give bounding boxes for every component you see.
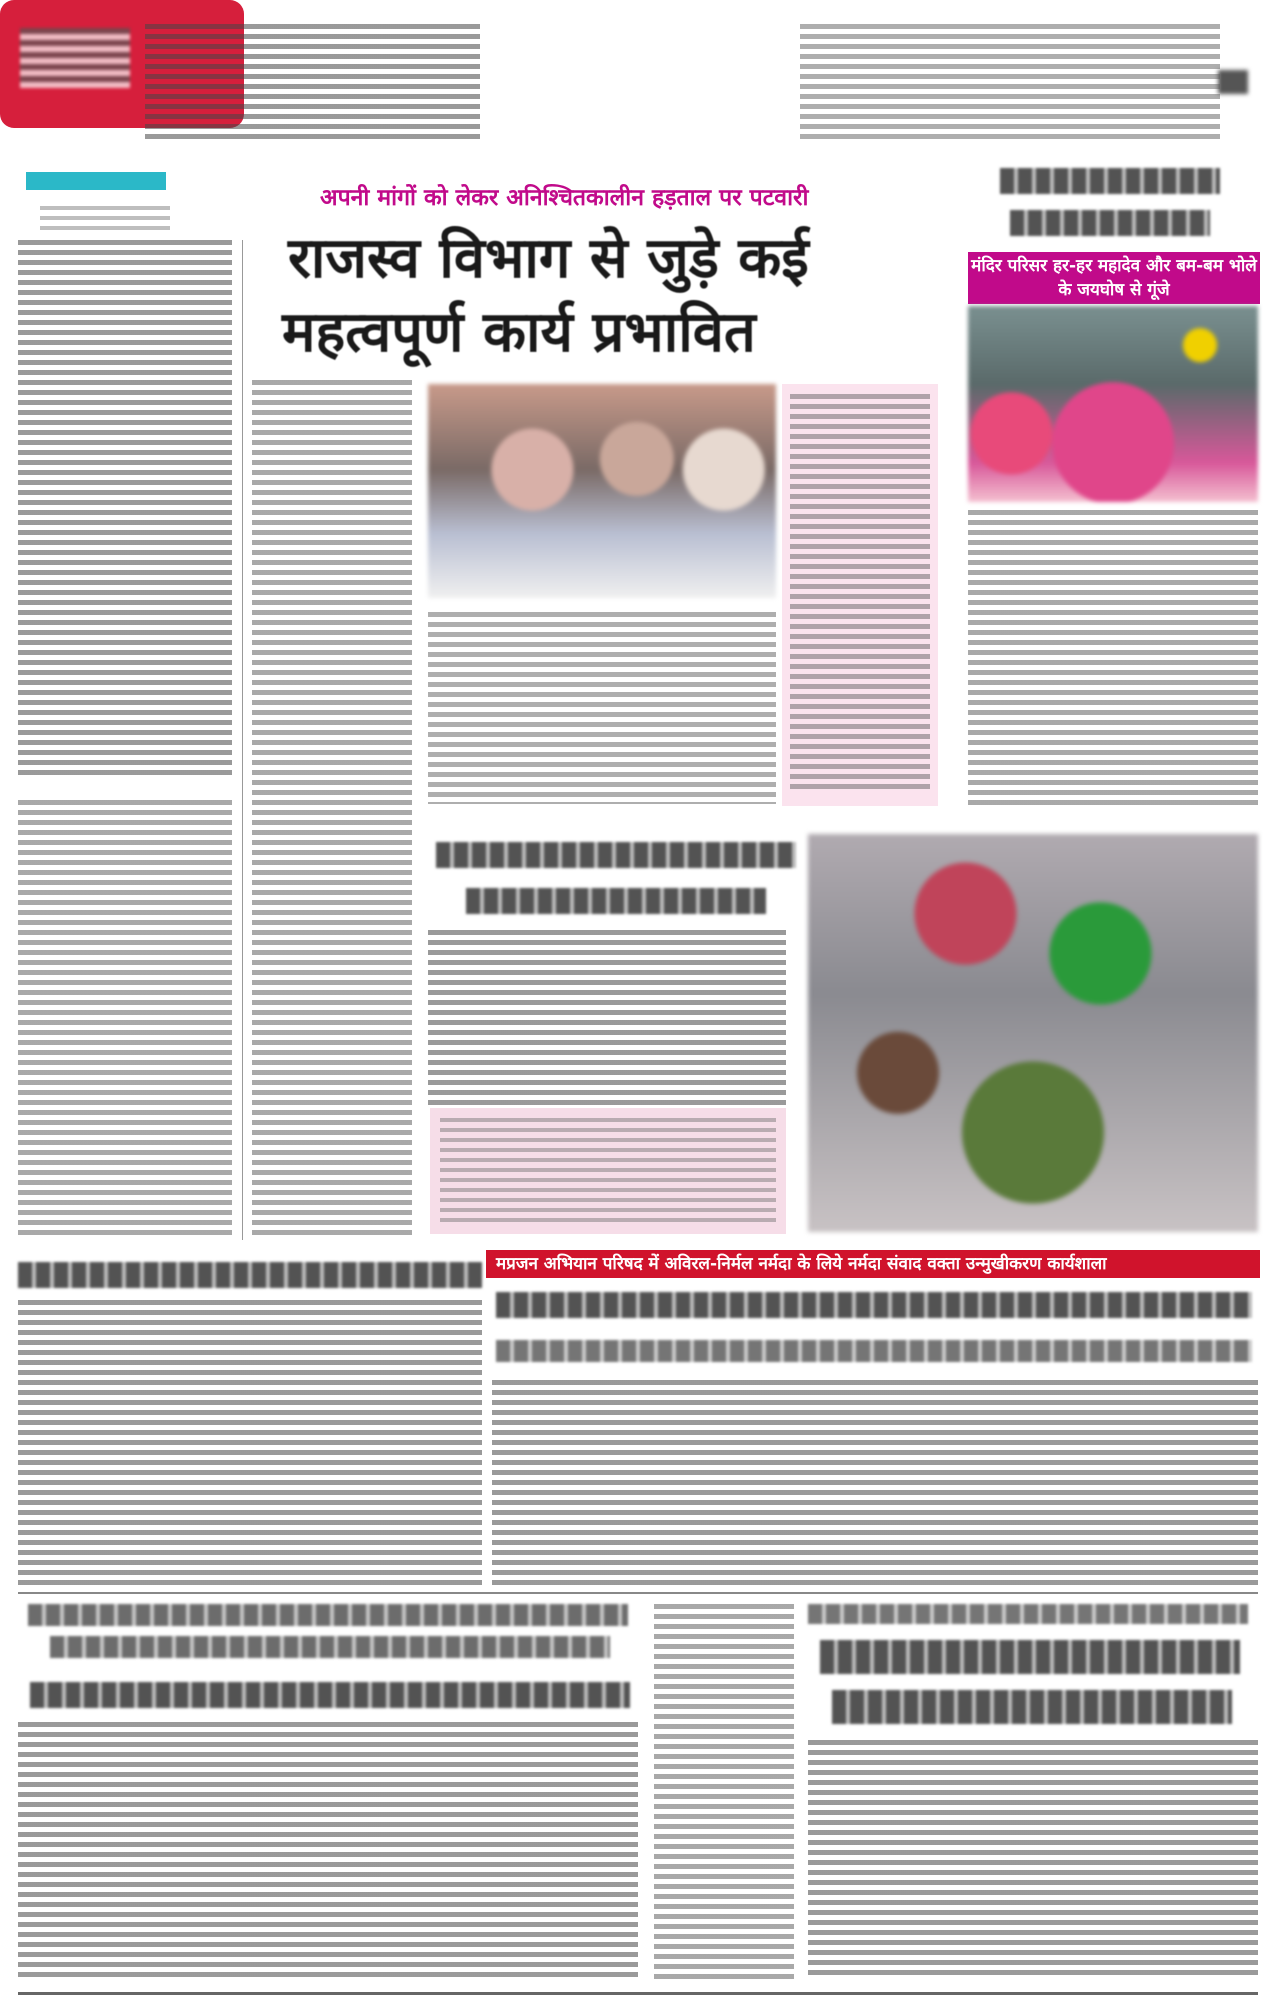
second-column-text	[252, 380, 412, 1240]
lower-right-body	[808, 1740, 1258, 1980]
masthead-line1: राजधानी	[571, 12, 708, 63]
masthead-line2: लोकल	[587, 66, 692, 117]
dateline	[40, 206, 170, 232]
side-story-body	[968, 510, 1258, 810]
lower-left-body	[18, 1722, 638, 1980]
middle-story-headline-2	[466, 888, 766, 914]
bottom-right-kicker-text: मप्रजन अभियान परिषद में अविरल-निर्मल नर्मदा के लिये नर्मदा संवाद वक्ता उन्मुखीकरण कार्यशाला	[496, 1254, 1107, 1274]
top-story-kicker: अपनी मांगों को लेकर अनिश्चितकालीन हड़ताल पर पटवारी	[320, 185, 809, 211]
top-story-sidebar-text	[790, 394, 930, 794]
middle-story-body	[428, 930, 786, 1110]
ritual-photo	[808, 834, 1258, 1232]
bottom-right-subheadline	[496, 1340, 1252, 1362]
side-story-headline-2	[1010, 210, 1210, 236]
lower-right-headline	[820, 1640, 1240, 1674]
lower-right-headline-2	[832, 1690, 1232, 1724]
header-text-left	[145, 24, 480, 142]
lower-left-headline	[28, 1604, 628, 1626]
lower-right-kicker	[808, 1604, 1248, 1624]
left-column-rule	[242, 240, 243, 1240]
middle-story-box-text	[440, 1118, 776, 1224]
side-story-caption	[968, 252, 1260, 304]
bottom-right-kicker	[486, 1250, 1260, 1278]
lower-left-headline-2	[50, 1636, 610, 1658]
bottom-left-headline	[18, 1262, 482, 1288]
left-column-text-2	[18, 800, 232, 1240]
bottom-left-body	[18, 1300, 482, 1586]
section-divider	[18, 1592, 1258, 1594]
bottom-right-body	[492, 1380, 1258, 1586]
page-bottom-rule	[18, 1992, 1258, 1995]
date-tag	[26, 172, 166, 190]
side-story-headline	[1000, 168, 1220, 194]
side-story-photo	[968, 306, 1258, 502]
lower-left-headline-3	[30, 1682, 630, 1708]
side-story-caption-text: मंदिर परिसर हर-हर महादेव और बम-बम भोले के जयघोष से गूंजे	[971, 256, 1257, 300]
top-story-headline-2: महत्वपूर्ण कार्य प्रभावित	[282, 300, 756, 365]
left-column-text	[18, 240, 232, 780]
top-story-headline-1: राजस्व विभाग से जुड़े कई	[288, 226, 809, 291]
paper-logo	[20, 28, 130, 88]
middle-story-headline	[436, 842, 796, 868]
lower-middle-body	[654, 1604, 794, 1980]
page-number	[1218, 70, 1248, 94]
top-story-body	[428, 612, 776, 804]
header-text-right	[800, 24, 1220, 142]
top-story-photo	[428, 384, 776, 598]
bottom-right-headline	[496, 1292, 1252, 1318]
